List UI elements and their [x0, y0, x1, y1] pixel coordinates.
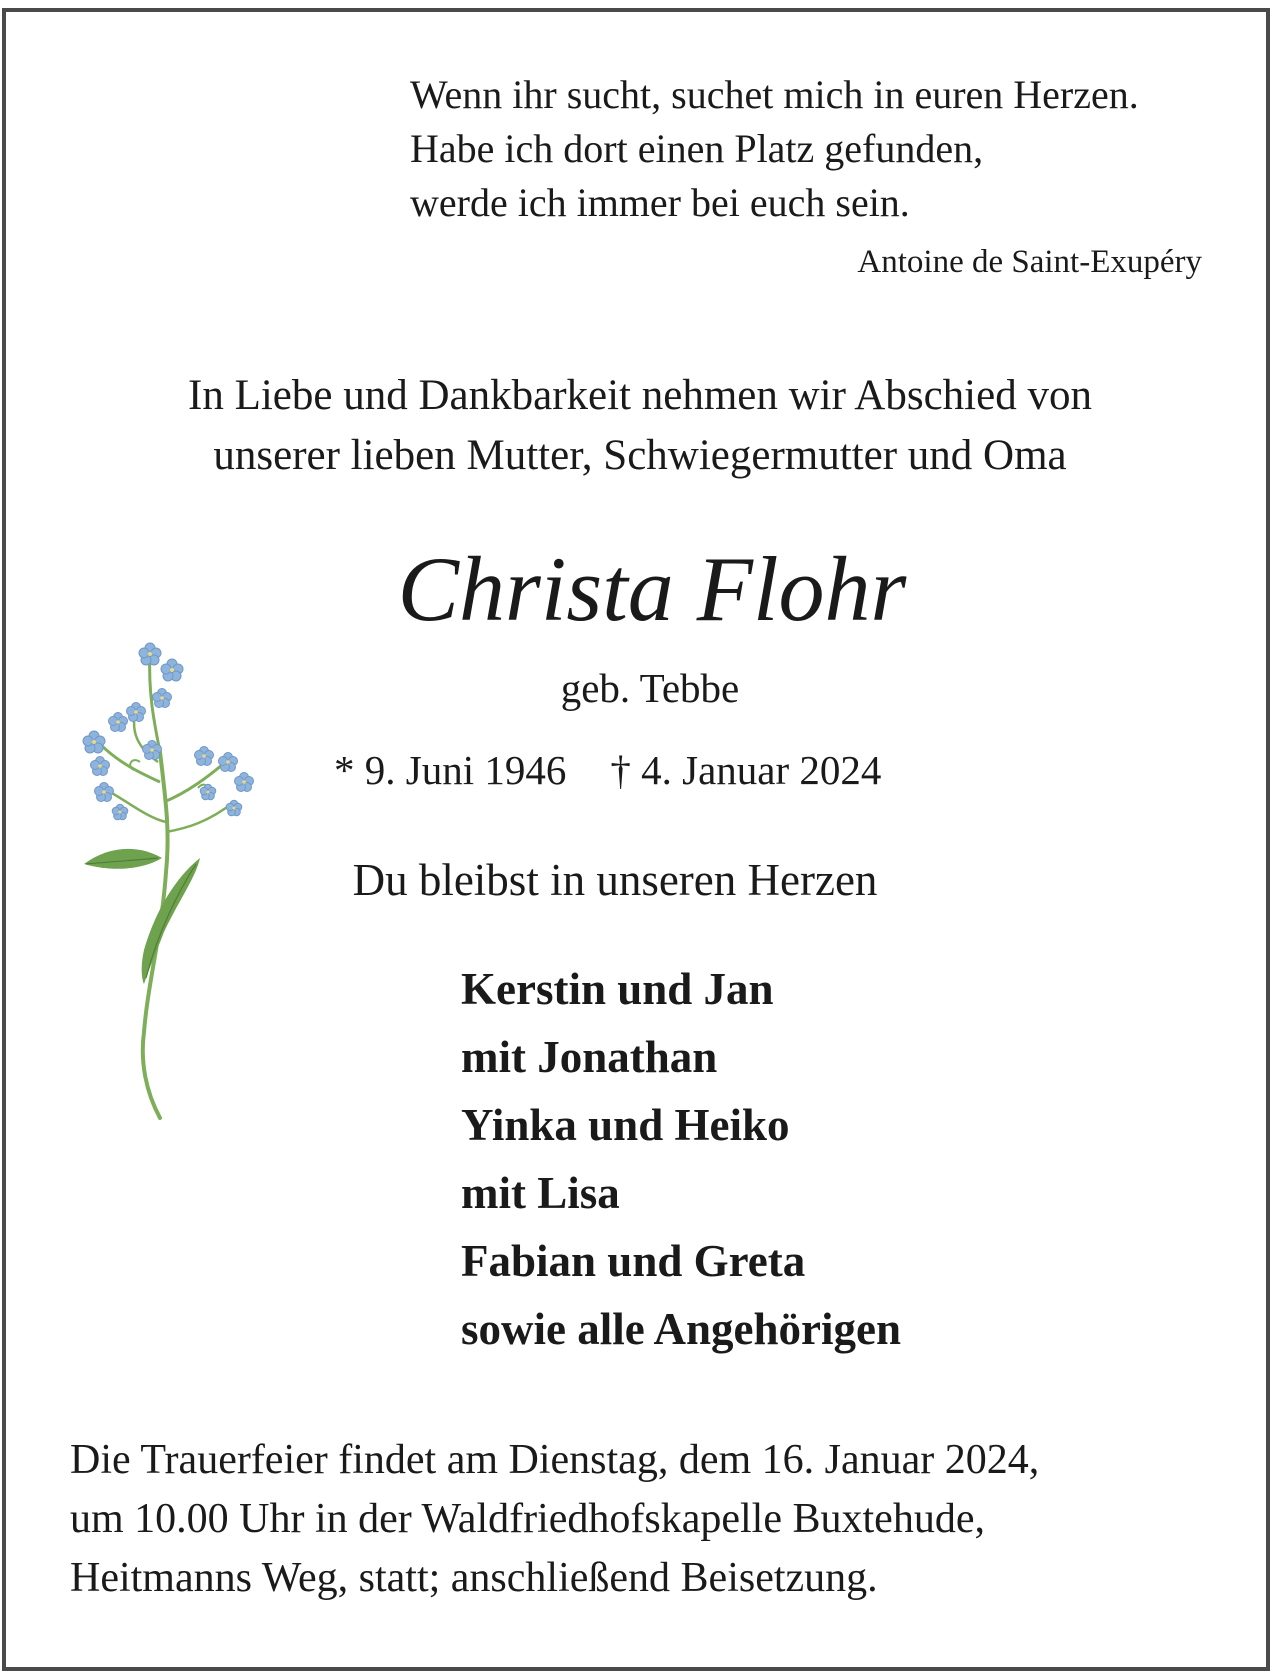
quote-block — [410, 68, 1139, 230]
mourner-line: mit Lisa — [461, 1168, 620, 1218]
mourner-line: sowie alle Angehörigen — [461, 1304, 901, 1354]
service-info — [70, 1431, 1039, 1608]
intro-line: In Liebe und Dankbarkeit nehmen wir Abschied von — [188, 372, 1092, 419]
mourner-line: mit Jonathan — [461, 1032, 718, 1082]
life-dates — [334, 746, 881, 794]
forget-me-not-flower-icon — [78, 632, 268, 1122]
service-line: Die Trauerfeier findet am Dienstag, dem 16. Januar 2024, — [70, 1437, 1040, 1483]
death-date: † 4. Januar 2024 — [610, 747, 882, 793]
quote-line: werde ich immer bei euch sein. — [410, 180, 910, 225]
deceased-name: Christa Flohr — [397, 538, 907, 640]
intro-line: unserer lieben Mutter, Schwiegermutter und Oma — [213, 432, 1067, 479]
quote-author: Antoine de Saint-Exupéry — [857, 244, 1202, 280]
mourners-list — [461, 955, 901, 1363]
birth-date: * 9. Juni 1946 — [334, 747, 567, 793]
quote-line: Wenn ihr sucht, suchet mich in euren Herzen. — [410, 72, 1139, 117]
maiden-name: geb. Tebbe — [560, 665, 740, 711]
service-line: Heitmanns Weg, statt; anschließend Beisetzung. — [70, 1555, 878, 1601]
quote-line: Habe ich dort einen Platz gefunden, — [410, 126, 984, 171]
service-line: um 10.00 Uhr in der Waldfriedhofskapelle Buxtehude, — [70, 1496, 985, 1542]
intro-text — [0, 366, 1280, 486]
mourner-line: Yinka und Heiko — [461, 1100, 790, 1150]
mourner-line: Kerstin und Jan — [461, 964, 774, 1014]
mourner-line: Fabian und Greta — [461, 1236, 806, 1286]
motto: Du bleibst in unseren Herzen — [352, 855, 878, 905]
